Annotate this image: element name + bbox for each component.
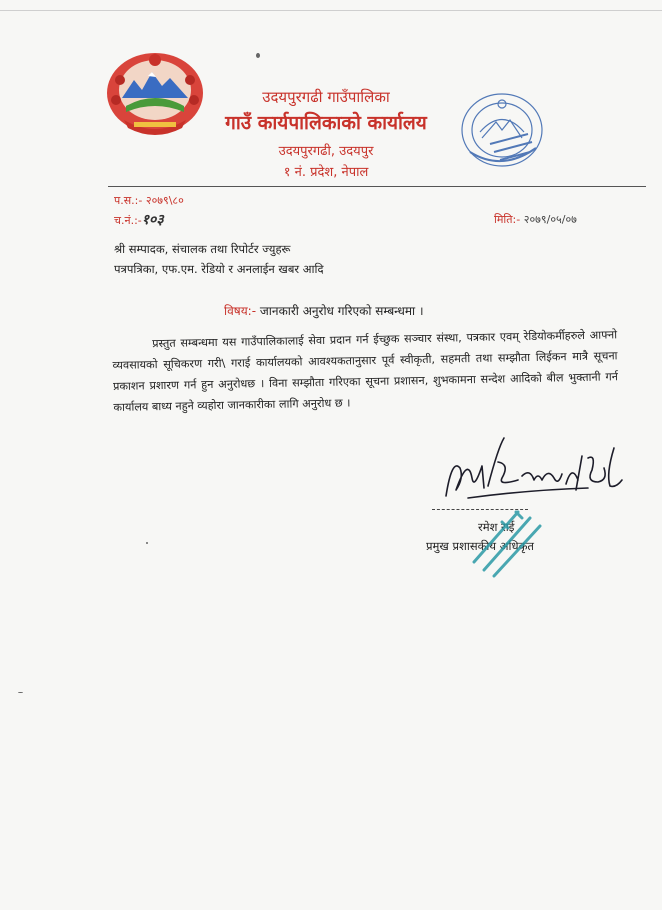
letterhead-office: गाउँ कार्यपालिकाको कार्यालय xyxy=(225,112,427,134)
date-label: मिति:- xyxy=(494,213,521,226)
chalani-number: १०३ xyxy=(141,212,164,228)
patra-sankhya: प.स.:- २०७९\८० xyxy=(114,194,184,207)
subject-text: जानकारी अनुरोध गरिएको सम्बन्धमा । xyxy=(259,304,424,318)
letter-body: प्रस्तुत सम्बन्धमा यस गाउँपालिकालाई सेवा प्रदान गर्न ईच्छुक सञ्चार संस्था, पत्रकार एवम् रेडियोकर्मीहरुले आफ्नो व्यवसायको सूचिकरण गरी\ गराई कार्यालयको आवश्यकतानुसार पूर्व स्वीकृती, सहमती तथा सम्झौता लिईकन मात्रै सूचना प्रकाशन प्रशारण गर्न हुन अनुरोधछ । विना सम्झौता गरिएका सूचना प्रशासन, शुभकामना सन्देश आदिको बील भुक्तानी गर्न कार्यालय बाध्य नहुने व्यहोरा जानकारीका लागि अनुरोध छ । xyxy=(112,328,619,414)
scan-speck xyxy=(146,542,148,544)
subject-line xyxy=(224,302,424,319)
scan-speck xyxy=(18,692,23,693)
date-value: २०७९/०५/०७ xyxy=(523,213,577,226)
letterhead-divider xyxy=(108,186,646,187)
chalani-number-line xyxy=(114,210,164,229)
signatory-stamp-icon xyxy=(458,492,550,584)
scan-edge-line xyxy=(0,10,662,11)
recipient-line-1: श्री सम्पादक, संचालक तथा रिपोर्टर ज्युहरू xyxy=(114,242,291,256)
letter-date xyxy=(494,212,577,227)
letterhead-province: १ नं. प्रदेश, नेपाल xyxy=(283,165,369,180)
letterhead-address: उदयपुरगढी, उदयपुर xyxy=(278,144,374,159)
signatory-name: रमेश राई xyxy=(478,520,515,534)
office-seal-stamp-icon xyxy=(450,82,560,182)
recipient-line-2: पत्रपत्रिका, एफ.एम. रेडियो र अनलाईन खबर आदि xyxy=(114,262,324,276)
nepal-emblem-icon xyxy=(104,50,206,136)
scan-speck xyxy=(256,53,260,58)
letterhead-municipality: उदयपुरगढी गाउँपालिका xyxy=(262,88,390,106)
signatory-title: प्रमुख प्रशासकीय अधिकृत xyxy=(426,539,534,553)
chalani-label: च.नं.:- xyxy=(114,214,142,227)
subject-label: विषय:- xyxy=(224,304,257,318)
